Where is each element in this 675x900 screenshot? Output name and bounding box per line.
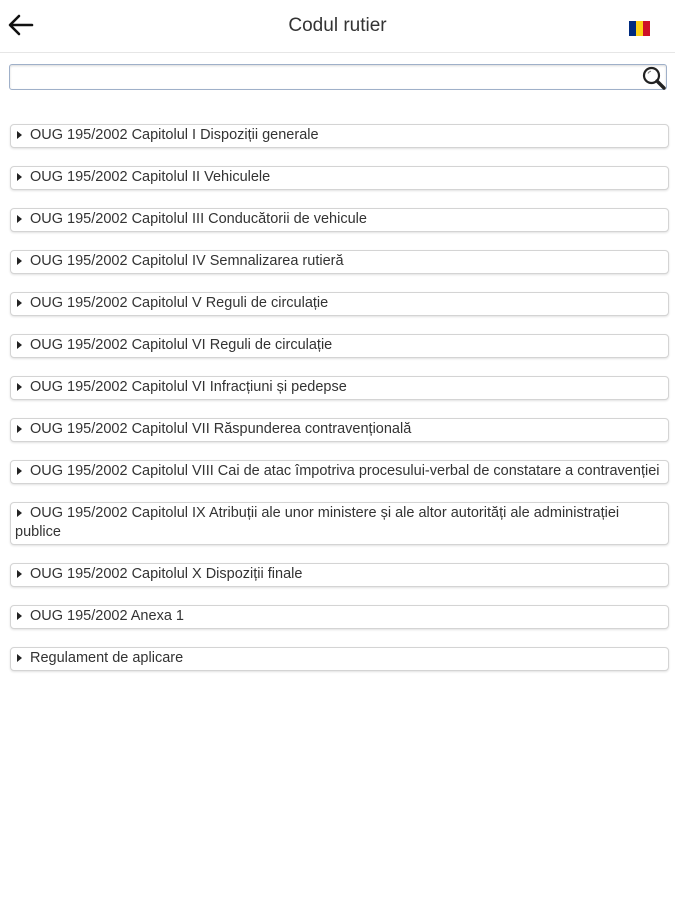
flag-stripe-red (643, 21, 650, 36)
list-item[interactable] (10, 250, 669, 274)
page-title: Codul rutier (288, 15, 387, 36)
search-bar (9, 64, 667, 90)
list-item-label: OUG 195/2002 Capitolul VI Infracțiuni și pedepse (30, 379, 347, 395)
flag-stripe-yellow (636, 21, 643, 36)
list-item-label: OUG 195/2002 Capitolul I Dispoziții generale (30, 127, 319, 143)
list-item-label: OUG 195/2002 Capitolul III Conducătorii de vehicule (30, 211, 367, 227)
search-input[interactable] (9, 64, 667, 90)
list-item[interactable] (10, 460, 669, 484)
caret-right-icon (17, 467, 22, 475)
flag-stripe-blue (629, 21, 636, 36)
list-item[interactable] (10, 563, 669, 587)
chapter-list (10, 124, 669, 689)
romania-flag-icon[interactable] (629, 21, 650, 36)
search-icon[interactable] (641, 65, 667, 91)
list-item-label: OUG 195/2002 Capitolul VIII Cai de atac împotriva procesului-verbal de constatare a contravenției (30, 463, 660, 479)
list-item-label: OUG 195/2002 Capitolul II Vehiculele (30, 169, 271, 185)
list-item-label: Regulament de aplicare (30, 650, 184, 666)
caret-right-icon (17, 257, 22, 265)
list-item[interactable] (10, 292, 669, 316)
list-item[interactable] (10, 418, 669, 442)
caret-right-icon (17, 509, 22, 517)
header-bar (0, 0, 675, 53)
list-item[interactable] (10, 334, 669, 358)
caret-right-icon (17, 425, 22, 433)
caret-right-icon (17, 383, 22, 391)
list-item-label: OUG 195/2002 Anexa 1 (30, 608, 184, 624)
list-item[interactable] (10, 208, 669, 232)
list-item[interactable] (10, 124, 669, 148)
caret-right-icon (17, 131, 22, 139)
list-item-label: OUG 195/2002 Capitolul IX Atribuții ale unor ministere și ale altor autorități ale administrației publice (15, 505, 620, 540)
caret-right-icon (17, 215, 22, 223)
list-item-label: OUG 195/2002 Capitolul IV Semnalizarea rutieră (30, 253, 344, 269)
caret-right-icon (17, 299, 22, 307)
list-item[interactable] (10, 647, 669, 671)
caret-right-icon (17, 570, 22, 578)
caret-right-icon (17, 173, 22, 181)
list-item-label: OUG 195/2002 Capitolul X Dispoziții finale (30, 566, 303, 582)
caret-right-icon (17, 341, 22, 349)
caret-right-icon (17, 612, 22, 620)
list-item-label: OUG 195/2002 Capitolul V Reguli de circulație (30, 295, 329, 311)
list-item[interactable] (10, 605, 669, 629)
list-item[interactable] (10, 502, 669, 545)
list-item-label: OUG 195/2002 Capitolul VI Reguli de circulație (30, 337, 333, 353)
caret-right-icon (17, 654, 22, 662)
list-item[interactable] (10, 376, 669, 400)
list-item[interactable] (10, 166, 669, 190)
list-item-label: OUG 195/2002 Capitolul VII Răspunderea contravențională (30, 421, 412, 437)
